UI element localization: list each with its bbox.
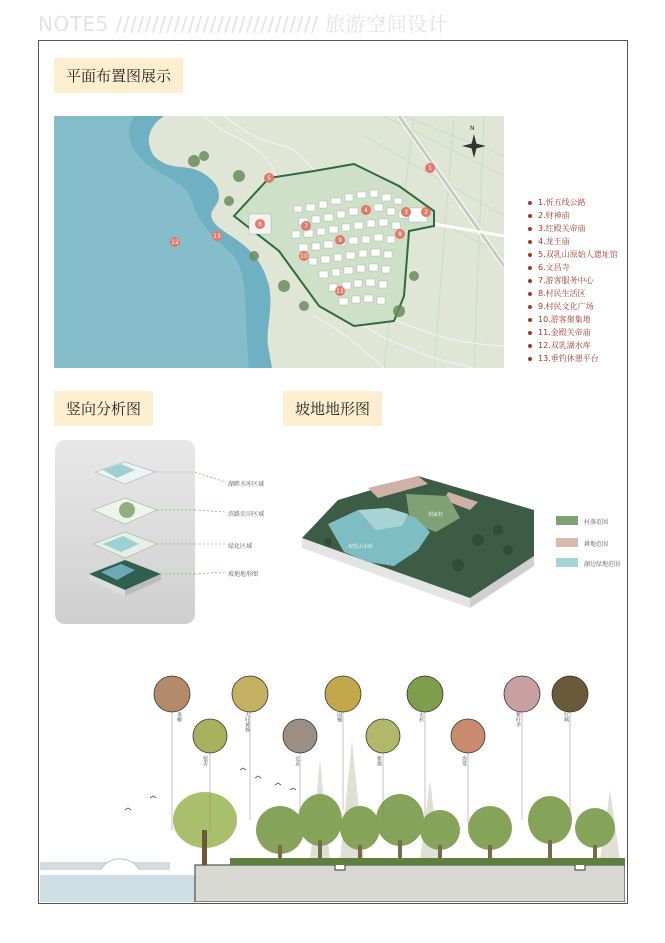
legend-item: 8.村民生活区: [528, 287, 618, 300]
legend-lake: 湖边绿地范围: [584, 561, 621, 568]
legend-item: 7.游客服务中心: [528, 274, 618, 287]
plant-label-5: 国槐: [336, 712, 342, 722]
plant-label-8: 海棠: [461, 756, 467, 766]
marker-13: [212, 231, 222, 241]
plan-section-title: 平面布置图展示: [54, 58, 183, 93]
marker-8: [395, 229, 405, 239]
marker-1: [425, 163, 435, 173]
site-plan-map: [54, 116, 504, 368]
plant-label-4: 女贞: [294, 756, 300, 766]
marker-2: [421, 207, 431, 217]
plant-photo-7: [407, 676, 443, 712]
marker-4: [361, 205, 371, 215]
layer-label-reservoir: 湖畔水库区域: [228, 481, 265, 488]
legend-item: 1.忻五线公路: [528, 196, 618, 209]
reservoir-label: 双乳山水库: [348, 544, 374, 550]
plant-label-6: 紫薇: [376, 756, 382, 766]
legend-item: 13.垂钓休憩平台: [528, 352, 618, 365]
slope-terrain-diagram: [298, 470, 538, 610]
svg-text:5: 5: [267, 175, 271, 182]
legend-farmland: 耕地范围: [584, 541, 609, 548]
marker-12: [170, 237, 180, 247]
layer-label-greenery: 绿化区域: [228, 543, 253, 550]
marker-7: [301, 221, 311, 231]
svg-text:7: 7: [304, 223, 308, 230]
legend-item: 10.游客聚集地: [528, 313, 618, 326]
plant-label-1: 垂柳: [176, 712, 182, 722]
legend-item: 12.双乳湖水库: [528, 339, 618, 352]
plant-photo-8: [451, 719, 485, 753]
page-header: NOTE5 //////////////////////////// 旅游空间设计: [38, 12, 449, 36]
marker-3: [401, 207, 411, 217]
plant-photo-2: [193, 719, 227, 753]
north-label: N: [470, 125, 475, 132]
plan-legend: [528, 196, 618, 365]
legend-swatch-village: [556, 516, 578, 525]
marker-6: [255, 219, 265, 229]
svg-text:6: 6: [258, 221, 262, 228]
plant-label-2: 银杏: [202, 756, 208, 766]
plant-label-9: 紫叶李: [515, 712, 521, 727]
marker-10: [299, 251, 309, 261]
marker-11: [335, 286, 345, 296]
plant-photo-1: [154, 676, 190, 712]
legend-swatch-lake: [556, 558, 578, 567]
slope-section-title: 坡地地形图: [283, 391, 382, 426]
svg-text:1: 1: [428, 165, 432, 172]
plant-photo-4: [283, 719, 317, 753]
vertical-section-title: 竖向分析图: [54, 391, 153, 426]
plant-photo-3: [232, 676, 268, 712]
legend-item: 5.双乳山原始人遗址馆: [528, 248, 618, 261]
marker-5: [264, 173, 274, 183]
village-label: 胡家村: [428, 512, 444, 518]
plant-label-10: 红枫: [563, 712, 569, 722]
plant-photo-10: [552, 676, 588, 712]
svg-text:12: 12: [171, 239, 179, 246]
legend-item: 2.财神庙: [528, 209, 618, 222]
svg-text:11: 11: [336, 288, 344, 295]
svg-text:3: 3: [404, 209, 408, 216]
plant-photo-6: [366, 719, 400, 753]
legend-swatch-farmland: [556, 538, 578, 547]
legend-item: 4.龙王庙: [528, 235, 618, 248]
legend-item: 6.文昌寺: [528, 261, 618, 274]
plant-label-7: 水杉: [418, 712, 424, 722]
svg-text:10: 10: [300, 253, 308, 260]
layer-label-farmland: 滨路农田区域: [228, 511, 265, 518]
svg-text:4: 4: [364, 207, 368, 214]
marker-9: [335, 235, 345, 245]
plant-label-3: 大叶黄杨: [244, 712, 250, 732]
layer-label-terrain: 坡地地形图: [228, 571, 259, 578]
legend-village: 村落范围: [584, 519, 609, 526]
layer-connector-lines: [195, 440, 225, 624]
planting-section-elevation: [40, 670, 625, 902]
vertical-analysis-diagram: [55, 440, 195, 624]
svg-text:13: 13: [213, 233, 221, 240]
svg-text:8: 8: [398, 231, 402, 238]
svg-text:2: 2: [424, 209, 428, 216]
legend-item: 9.村民文化广场: [528, 300, 618, 313]
legend-item: 11.金殿关帝庙: [528, 326, 618, 339]
plant-photo-5: [325, 676, 361, 712]
plant-photo-9: [504, 676, 540, 712]
legend-item: 3.红殿关帝庙: [528, 222, 618, 235]
svg-text:9: 9: [338, 237, 342, 244]
